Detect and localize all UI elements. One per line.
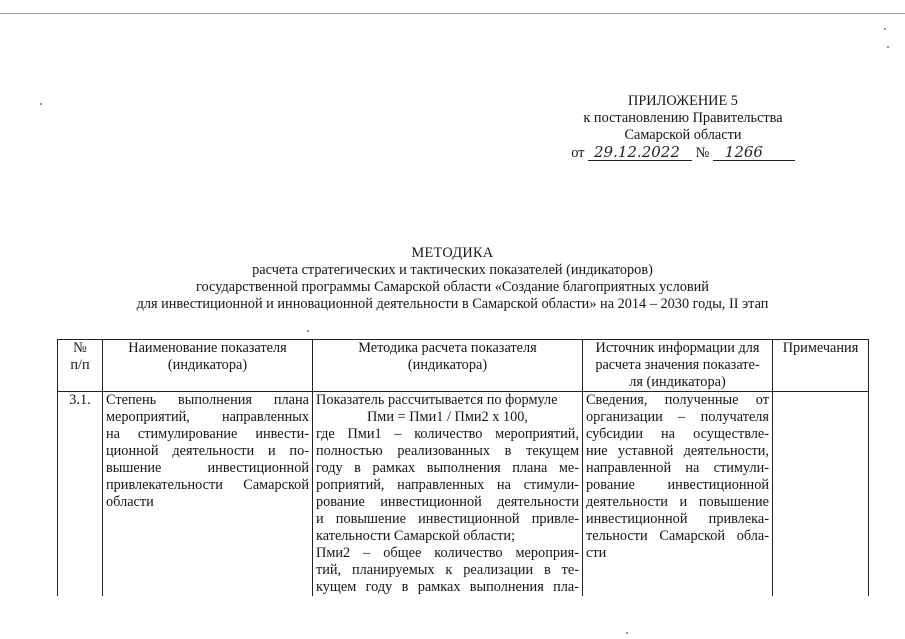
document-subtitle: расчета стратегических и тактических показателей (индикаторов)	[252, 262, 653, 278]
appendix-line: Самарской области	[624, 127, 742, 143]
table-header-row	[58, 340, 869, 392]
row-name: Степень выполнения плана мероприятий, направленных на стимулирование инвести- ционной деятельности и по- вышение инвестиционной привлекательности Самарской области	[103, 392, 313, 597]
scan-speck	[40, 103, 42, 105]
header-name: Наименование показателя (индикатора)	[103, 340, 313, 392]
row-num: 3.1.	[58, 392, 103, 597]
formula: Пми = Пми1 / Пми2 х 100,	[366, 409, 528, 425]
scan-speck	[887, 46, 889, 48]
appendix-title: ПРИЛОЖЕНИЕ 5	[628, 93, 738, 109]
scan-speck	[884, 28, 886, 30]
document-title: МЕТОДИКА	[411, 245, 494, 261]
appendix-date-number-row	[533, 145, 833, 162]
scan-speck	[626, 632, 628, 634]
table-row	[58, 392, 869, 597]
header-source: Источник информации для расчета значения показате- ля (индикатора)	[583, 340, 773, 392]
document-title-block	[0, 245, 905, 313]
row-source: Сведения, полученные от организации – получателя субсидии на осуществле- ние уставной деятельности, направленной на стимули- рование инвестиционной деятельности и повышение инвестиционной привлека- тельности Самарской обла- сти	[583, 392, 773, 597]
document-subtitle: для инвестиционной и инновационной деятельности в Самарской области» на 2014 – 2030 годы, II этап	[136, 296, 769, 312]
document-subtitle: государственной программы Самарской области «Создание благоприятных условий	[196, 279, 709, 295]
handwritten-number: 1266	[713, 145, 795, 161]
handwritten-date: 29.12.2022	[588, 145, 692, 161]
header-num: № п/п	[58, 340, 103, 392]
header-notes: Примечания	[773, 340, 869, 392]
scan-speck	[307, 330, 309, 332]
row-notes	[773, 392, 869, 597]
scan-top-edge	[0, 13, 905, 14]
appendix-header	[533, 93, 833, 162]
indicator-table	[57, 339, 869, 596]
header-method: Методика расчета показателя (индикатора)	[313, 340, 583, 392]
appendix-line: к постановлению Правительства	[583, 110, 783, 126]
row-method: Показатель рассчитывается по формуле Пми = Пми1 / Пми2 х 100, где Пми1 – количество мероприятий, полностью реализованных в текущем году в рамках выполнения плана ме- роприятий, направленных на стимули- рование инвестиционной деятельности и повышение инвестиционной привле- кательности Самарской области; Пми2 – общее количество мероприя- тий, планируемых к реализации в те- кущем году в рамках выполнения пла-	[313, 392, 583, 597]
number-label: №	[695, 145, 710, 161]
from-label: от	[571, 145, 585, 161]
